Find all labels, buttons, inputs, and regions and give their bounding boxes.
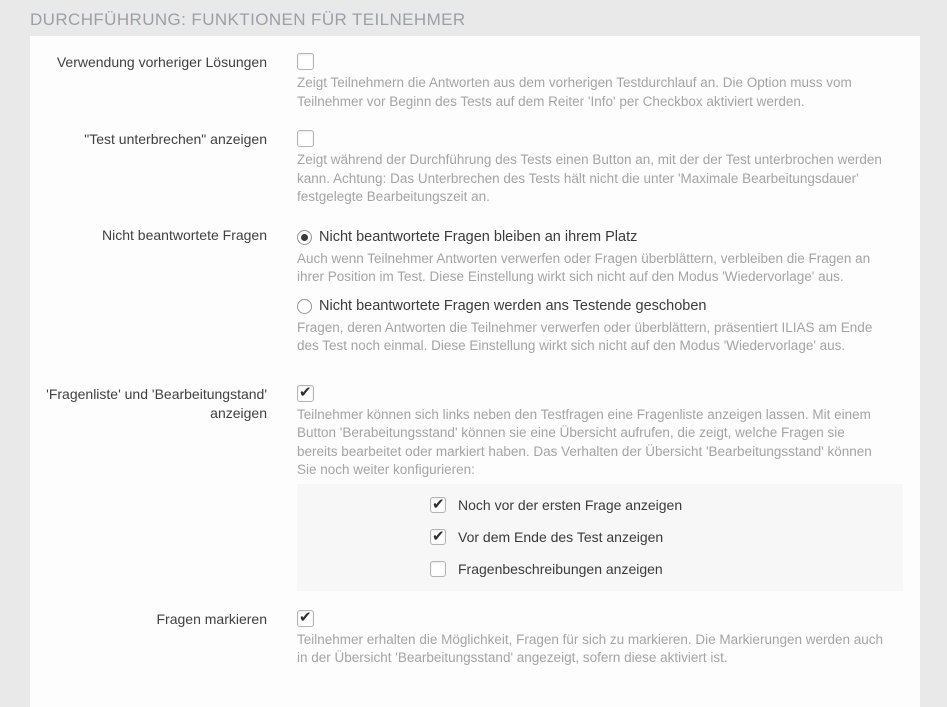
help-suspend-test: Zeigt während der Durchführung des Tests einen Button an, mit der der Test unterbrochen werden kann. Achtung: Das Unterbrechen des Tests hält nicht die unter 'Maximale Bearbeitungsdauer' festgelegte Bearbeitungszeit an. (297, 152, 882, 204)
page-title: DURCHFÜHRUNG: FUNKTIONEN FÜR TEILNEHMER (30, 10, 466, 29)
help-stay-in-place: Auch wenn Teilnehmer Antworten verwerfen oder Fragen überblättern, verbleiben die Fragen an ihrer Position im Test. Diese Einstellung wirkt sich nicht auf den Modus 'Wiedervorlage' aus. (297, 250, 871, 284)
row-unanswered-questions (30, 226, 920, 366)
checkbox-question-list[interactable] (297, 385, 314, 402)
settings-panel (30, 36, 920, 707)
checkbox-question-descriptions[interactable] (430, 561, 446, 577)
row-mark-questions (30, 610, 920, 668)
checkbox-before-first-question[interactable] (430, 497, 446, 513)
checkbox-mark-questions[interactable] (297, 610, 314, 627)
help-move-to-end: Fragen, deren Antworten die Teilnehmer verwerfen oder überblättern, präsentiert ILIAS am Ende des Test noch einmal. Diese Einstellung wirkt sich nicht auf den Modus 'Wiedervorlage' aus. (297, 319, 873, 353)
field-label-mark-questions: Fragen markieren (156, 610, 267, 627)
radio-move-to-end[interactable] (297, 299, 312, 314)
sub-option-before-test-end[interactable] (430, 529, 903, 545)
help-question-list: Teilnehmer können sich links neben den Testfragen eine Fragenliste anzeigen lassen. Mit einem Button 'Berabeitungsstand' können sie eine Übersicht aufrufen, die zeigt, welche Fragen sie bereits bearbeitet oder markiert haben. Das Verhalten der Übersicht 'Bearbeitungsstand' können Sie noch weiter konfigurieren: (297, 406, 872, 477)
field-label-previous-solutions: Verwendung vorheriger Lösungen (56, 54, 267, 70)
radio-stay-in-place[interactable] (297, 230, 312, 245)
sub-option-label-before-test-end[interactable]: Vor dem Ende des Test anzeigen (458, 528, 664, 545)
settings-page (0, 10, 947, 672)
checkbox-previous-solutions[interactable] (297, 53, 314, 70)
field-label-question-list: 'Fragenliste' und 'Bearbeitungstand' anzeigen (46, 385, 267, 421)
checkbox-before-test-end[interactable] (430, 529, 446, 545)
field-label-unanswered-questions: Nicht beantwortete Fragen (102, 226, 267, 243)
help-previous-solutions: Zeigt Teilnehmern die Antworten aus dem vorherigen Testdurchlauf an. Die Option muss vom Teilnehmer vor Beginn des Tests auf dem Reiter 'Info' per Checkbox aktiviert werden. (297, 75, 852, 109)
question-list-subpanel (297, 484, 903, 591)
radio-option-stay-in-place[interactable] (297, 228, 885, 247)
sub-option-question-descriptions[interactable] (430, 561, 903, 577)
help-mark-questions: Teilnehmer erhalten die Möglichkeit, Fragen für sich zu markieren. Die Markierungen werden auch in der Übersicht 'Bearbeitungsstand' angezeigt, sofern diese aktiviert ist. (297, 631, 884, 665)
row-question-list (30, 385, 920, 591)
radio-option-move-to-end[interactable] (297, 297, 885, 316)
sub-option-before-first-question[interactable] (430, 497, 903, 513)
row-previous-solutions (30, 53, 920, 111)
radio-label-move-to-end[interactable]: Nicht beantwortete Fragen werden ans Testende geschoben (319, 297, 707, 314)
field-label-suspend-test: "Test unterbrechen" anzeigen (84, 131, 267, 147)
row-suspend-test (30, 130, 920, 207)
sub-option-label-question-descriptions[interactable]: Fragenbeschreibungen anzeigen (458, 560, 663, 577)
sub-option-label-before-first-question[interactable]: Noch vor der ersten Frage anzeigen (458, 496, 683, 513)
radio-label-stay-in-place[interactable]: Nicht beantwortete Fragen bleiben an ihrem Platz (319, 228, 638, 245)
checkbox-suspend-test[interactable] (297, 130, 314, 147)
